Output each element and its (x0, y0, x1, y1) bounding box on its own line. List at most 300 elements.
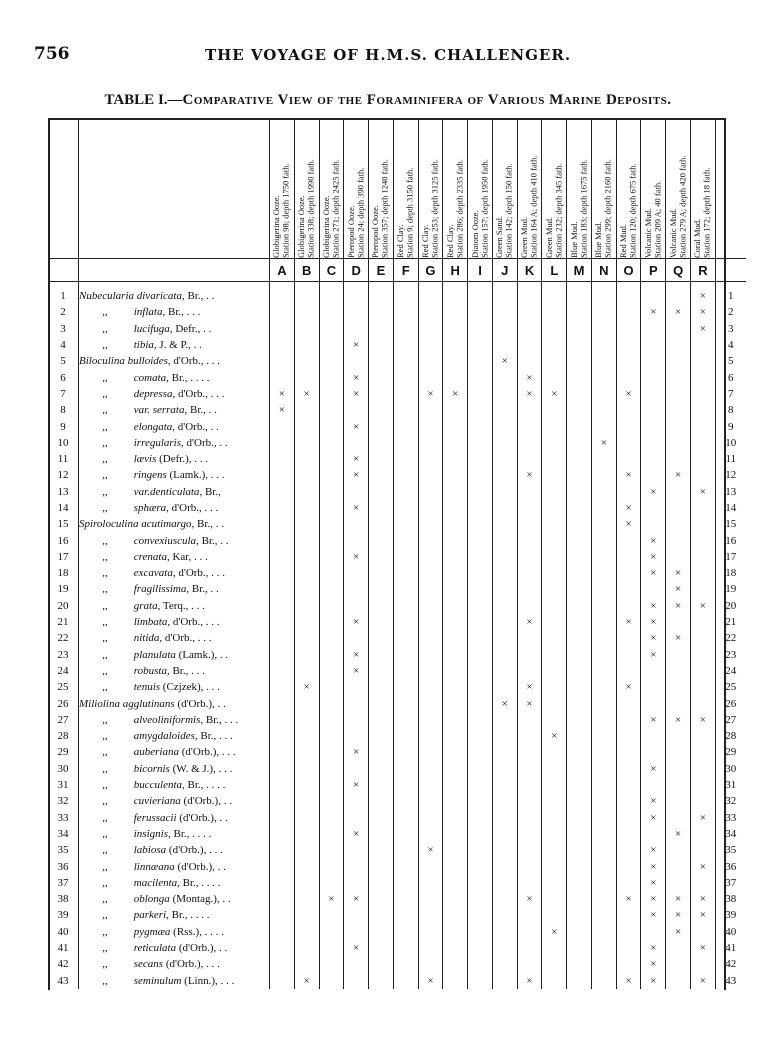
occurrence-mark: × (641, 793, 666, 809)
empty-cell (542, 288, 567, 304)
empty-cell (319, 484, 344, 500)
species-name (79, 972, 270, 988)
empty-cell (691, 924, 716, 940)
empty-cell (443, 304, 468, 320)
empty-cell (393, 386, 418, 402)
table-row (48, 679, 746, 695)
empty-cell (270, 353, 295, 369)
column-heading-text (520, 126, 539, 258)
empty-cell (443, 581, 468, 597)
column-letter-E: E (369, 259, 394, 282)
column-deposit: Volcanic Mud. (667, 208, 678, 258)
empty-cell (443, 402, 468, 418)
empty-cell (567, 842, 592, 858)
species-authority: (Lamk.), (166, 469, 208, 482)
empty-cell (369, 858, 394, 874)
empty-cell (294, 695, 319, 711)
occurrence-mark: × (344, 386, 369, 402)
occurrence-mark: × (666, 565, 691, 581)
empty-cell (418, 924, 443, 940)
table-row (48, 369, 746, 385)
empty-cell (344, 793, 369, 809)
species-name (79, 337, 270, 353)
empty-cell (641, 402, 666, 418)
empty-cell (616, 288, 641, 304)
column-header-row (48, 118, 746, 259)
species-authority: , Br., (186, 583, 208, 596)
empty-cell (393, 858, 418, 874)
empty-cell (270, 924, 295, 940)
empty-cell (294, 842, 319, 858)
table-row (48, 435, 746, 451)
leader-dots: . . . (194, 453, 208, 466)
empty-cell (492, 516, 517, 532)
empty-cell (468, 288, 493, 304)
species-name (79, 842, 270, 858)
empty-cell (443, 940, 468, 956)
species-authority: , Kar, (166, 550, 192, 563)
empty-cell (517, 858, 542, 874)
row-number: 9 (48, 418, 79, 434)
leader-dots: . . (203, 322, 212, 335)
leader-dots: . . (220, 534, 229, 547)
empty-cell (591, 565, 616, 581)
column-heading-text (495, 126, 514, 258)
species-name (79, 761, 270, 777)
occurrence-mark: × (344, 826, 369, 842)
occurrence-mark: × (641, 484, 666, 500)
row-number: 32 (48, 793, 79, 809)
column-station: Station 183; depth 1675 fath. (578, 159, 589, 258)
empty-cell (418, 826, 443, 842)
empty-cell (468, 532, 493, 548)
species-epithet: nitida (133, 632, 160, 645)
species-name (79, 321, 270, 337)
row-number-right: 34 (725, 827, 737, 840)
occurrence-mark: × (344, 337, 369, 353)
empty-cell (468, 858, 493, 874)
empty-cell (294, 956, 319, 972)
empty-cell (369, 386, 394, 402)
empty-cell (393, 549, 418, 565)
empty-cell (344, 581, 369, 597)
occurrence-mark: × (616, 516, 641, 532)
empty-cell (393, 972, 418, 988)
occurrence-mark: × (517, 695, 542, 711)
empty-cell (567, 695, 592, 711)
species-epithet: insignis (133, 827, 168, 840)
empty-cell (691, 418, 716, 434)
leader-dots: . . (219, 942, 228, 955)
column-heading-N (591, 118, 616, 259)
empty-cell (319, 565, 344, 581)
empty-cell (666, 956, 691, 972)
empty-cell (393, 369, 418, 385)
empty-cell (591, 647, 616, 663)
empty-cell (591, 810, 616, 826)
empty-cell (666, 761, 691, 777)
empty-cell (517, 581, 542, 597)
occurrence-mark: × (418, 972, 443, 988)
empty-cell (492, 418, 517, 434)
empty-cell (344, 288, 369, 304)
table-row (48, 321, 746, 337)
table-row (48, 565, 746, 581)
species-epithet: irregularis (133, 436, 182, 449)
empty-cell (418, 565, 443, 581)
empty-cell (294, 598, 319, 614)
row-number-right: 25 (725, 681, 737, 694)
column-station: Station 253; depth 3125 fath. (429, 159, 440, 258)
empty-cell (418, 630, 443, 646)
empty-cell (418, 728, 443, 744)
occurrence-mark: × (691, 321, 716, 337)
occurrence-mark: × (344, 744, 369, 760)
empty-cell (591, 826, 616, 842)
empty-cell (418, 793, 443, 809)
column-deposit: Green Mud. (519, 216, 530, 258)
empty-cell (517, 761, 542, 777)
empty-cell (542, 891, 567, 907)
column-heading-text (371, 126, 390, 258)
empty-cell (418, 337, 443, 353)
species-name (79, 451, 270, 467)
table-row (48, 467, 746, 483)
leader-dots: . . (219, 436, 228, 449)
empty-cell (418, 353, 443, 369)
species-name (79, 924, 270, 940)
empty-cell (641, 826, 666, 842)
empty-cell (468, 435, 493, 451)
occurrence-mark: × (641, 532, 666, 548)
empty-cell (418, 679, 443, 695)
empty-cell (591, 630, 616, 646)
row-number-right: 26 (725, 697, 737, 710)
empty-cell (418, 647, 443, 663)
empty-cell (567, 598, 592, 614)
row-number: 2 (48, 304, 79, 320)
empty-cell (517, 630, 542, 646)
species-name (79, 777, 270, 793)
empty-cell (319, 956, 344, 972)
leader-dots: . . . (206, 355, 221, 368)
empty-cell (666, 337, 691, 353)
ditto-mark: ,, (102, 827, 108, 840)
empty-cell (666, 549, 691, 565)
empty-cell (567, 858, 592, 874)
column-station: Station 286; depth 2335 fath. (454, 159, 465, 258)
empty-cell (294, 418, 319, 434)
empty-cell (591, 679, 616, 695)
empty-cell (319, 304, 344, 320)
empty-cell (369, 549, 394, 565)
empty-cell (369, 369, 394, 385)
row-number-right: 41 (725, 942, 737, 955)
empty-cell (443, 369, 468, 385)
leader-dots: . . . . (190, 909, 210, 922)
empty-cell (616, 565, 641, 581)
running-head: THE VOYAGE OF H.M.S. CHALLENGER. (204, 46, 572, 64)
leader-dots: . . . (191, 664, 205, 677)
empty-cell (666, 321, 691, 337)
empty-cell (616, 907, 641, 923)
species-epithet: var. serrata (133, 404, 185, 417)
empty-cell (666, 793, 691, 809)
column-station: Station 142; depth 150 fath. (503, 163, 514, 258)
empty-cell (666, 810, 691, 826)
empty-cell (691, 630, 716, 646)
occurrence-mark: × (344, 467, 369, 483)
empty-cell (641, 695, 666, 711)
empty-cell (418, 304, 443, 320)
empty-cell (344, 435, 369, 451)
species-epithet: comata (133, 371, 167, 384)
foraminifera-table (48, 118, 746, 989)
empty-cell (369, 418, 394, 434)
species-authority: , d'Orb., (166, 502, 202, 514)
species-authority: , Br., (200, 713, 222, 726)
empty-cell (369, 761, 394, 777)
occurrence-mark: × (492, 695, 517, 711)
empty-cell (492, 337, 517, 353)
species-epithet: macilenta (133, 876, 178, 889)
empty-cell (319, 712, 344, 728)
species-authority: , Br., (166, 909, 188, 922)
empty-cell (418, 875, 443, 891)
occurrence-mark: × (344, 940, 369, 956)
occurrence-mark: × (344, 663, 369, 679)
empty-cell (294, 435, 319, 451)
empty-cell (591, 337, 616, 353)
empty-cell (691, 842, 716, 858)
empty-cell (517, 500, 542, 516)
empty-cell (666, 288, 691, 304)
empty-cell (616, 581, 641, 597)
column-heading-R (691, 118, 716, 259)
empty-cell (393, 907, 418, 923)
empty-cell (468, 451, 493, 467)
empty-cell (542, 369, 567, 385)
empty-cell (591, 369, 616, 385)
empty-cell (369, 875, 394, 891)
empty-cell (567, 810, 592, 826)
occurrence-mark: × (641, 972, 666, 988)
leader-dots: . . . (206, 958, 220, 971)
empty-cell (691, 614, 716, 630)
empty-cell (691, 679, 716, 695)
empty-cell (641, 451, 666, 467)
column-letter-row (48, 259, 746, 282)
empty-cell (591, 484, 616, 500)
species-epithet: oblonga (133, 893, 170, 906)
empty-cell (393, 777, 418, 793)
row-number: 27 (48, 712, 79, 728)
empty-cell (641, 663, 666, 679)
occurrence-mark: × (641, 810, 666, 826)
column-station: Station 209 A; 40 fath. (652, 180, 663, 258)
empty-cell (369, 435, 394, 451)
row-number: 8 (48, 402, 79, 418)
column-heading-A (270, 118, 295, 259)
row-number-right: 1 (728, 290, 734, 303)
species-name (79, 956, 270, 972)
empty-cell (468, 956, 493, 972)
species-authority: , Br., (177, 876, 199, 889)
empty-cell (369, 647, 394, 663)
row-number-right: 6 (728, 371, 734, 384)
empty-cell (443, 761, 468, 777)
leader-dots: . . (219, 648, 229, 661)
empty-cell (369, 810, 394, 826)
ditto-mark: ,, (102, 746, 108, 759)
empty-cell (468, 777, 493, 793)
species-authority: , Br., (162, 306, 184, 319)
species-authority: (Rss.), (170, 925, 202, 938)
empty-cell (567, 614, 592, 630)
occurrence-mark: × (616, 386, 641, 402)
empty-cell (492, 907, 517, 923)
empty-cell (393, 581, 418, 597)
species-epithet: tibia (133, 339, 154, 352)
empty-cell (468, 304, 493, 320)
empty-cell (542, 321, 567, 337)
table-row (48, 418, 746, 434)
empty-cell (616, 744, 641, 760)
empty-cell (393, 321, 418, 337)
occurrence-mark: × (542, 924, 567, 940)
empty-cell (294, 516, 319, 532)
occurrence-mark: × (666, 891, 691, 907)
empty-cell (542, 565, 567, 581)
empty-cell (418, 712, 443, 728)
empty-cell (567, 549, 592, 565)
table-row (48, 304, 746, 320)
species-name (79, 679, 270, 695)
empty-cell (369, 500, 394, 516)
empty-cell (567, 712, 592, 728)
empty-cell (468, 516, 493, 532)
empty-cell (517, 435, 542, 451)
species-name (79, 907, 270, 923)
species-epithet: fragilissima (133, 583, 187, 596)
empty-cell (616, 369, 641, 385)
row-number-right: 3 (728, 322, 734, 335)
empty-cell (641, 353, 666, 369)
empty-cell (270, 581, 295, 597)
empty-cell (468, 972, 493, 988)
occurrence-mark: × (344, 451, 369, 467)
empty-cell (691, 451, 716, 467)
empty-cell (270, 598, 295, 614)
empty-cell (294, 549, 319, 565)
ditto-mark: ,, (102, 322, 108, 335)
empty-cell (319, 614, 344, 630)
empty-cell (492, 761, 517, 777)
row-number-right: 21 (725, 616, 737, 629)
empty-cell (294, 826, 319, 842)
empty-cell (567, 728, 592, 744)
table-row (48, 516, 746, 532)
empty-cell (393, 826, 418, 842)
empty-cell (344, 728, 369, 744)
empty-cell (270, 761, 295, 777)
empty-cell (443, 663, 468, 679)
ditto-mark: ,, (102, 664, 108, 677)
empty-cell (294, 532, 319, 548)
empty-cell (492, 924, 517, 940)
empty-cell (369, 516, 394, 532)
empty-cell (418, 777, 443, 793)
row-number: 25 (48, 679, 79, 695)
empty-cell (270, 321, 295, 337)
occurrence-mark: × (492, 353, 517, 369)
table-row (48, 940, 746, 956)
empty-cell (468, 907, 493, 923)
occurrence-mark: × (418, 842, 443, 858)
empty-cell (369, 712, 394, 728)
empty-cell (443, 288, 468, 304)
empty-cell (591, 858, 616, 874)
occurrence-mark: × (344, 614, 369, 630)
occurrence-mark: × (666, 712, 691, 728)
occurrence-mark: × (517, 614, 542, 630)
species-authority: , Br., (194, 730, 217, 743)
empty-cell (691, 369, 716, 385)
empty-cell (616, 451, 641, 467)
empty-cell (567, 956, 592, 972)
ditto-mark: ,, (102, 632, 108, 645)
empty-cell (294, 484, 319, 500)
empty-cell (319, 728, 344, 744)
empty-cell (294, 565, 319, 581)
species-epithet: limbata (133, 616, 168, 629)
empty-cell (443, 858, 468, 874)
empty-cell (443, 647, 468, 663)
leader-dots: . . (219, 811, 228, 824)
empty-cell (294, 614, 319, 630)
row-number: 16 (48, 532, 79, 548)
empty-cell (270, 304, 295, 320)
empty-cell (591, 907, 616, 923)
species-authority: (d'Orb.), (180, 795, 221, 808)
empty-cell (691, 695, 716, 711)
occurrence-mark: × (517, 679, 542, 695)
empty-cell (542, 647, 567, 663)
empty-cell (492, 532, 517, 548)
empty-cell (517, 418, 542, 434)
empty-cell (468, 386, 493, 402)
table-row (48, 793, 746, 809)
empty-cell (443, 598, 468, 614)
empty-cell (666, 972, 691, 988)
empty-cell (344, 810, 369, 826)
row-number-right: 38 (725, 893, 737, 906)
empty-cell (691, 500, 716, 516)
row-number: 14 (48, 500, 79, 516)
empty-cell (369, 630, 394, 646)
species-epithet: cuvieriana (133, 795, 181, 808)
column-letter-B: B (294, 259, 319, 282)
ditto-mark: ,, (102, 567, 108, 580)
ditto-mark: ,, (102, 404, 108, 417)
column-heading-text (297, 126, 316, 258)
row-number-right: 24 (725, 664, 737, 677)
empty-cell (567, 532, 592, 548)
empty-cell (393, 842, 418, 858)
empty-cell (443, 565, 468, 581)
leader-dots: . . . (224, 713, 239, 726)
empty-cell (641, 435, 666, 451)
